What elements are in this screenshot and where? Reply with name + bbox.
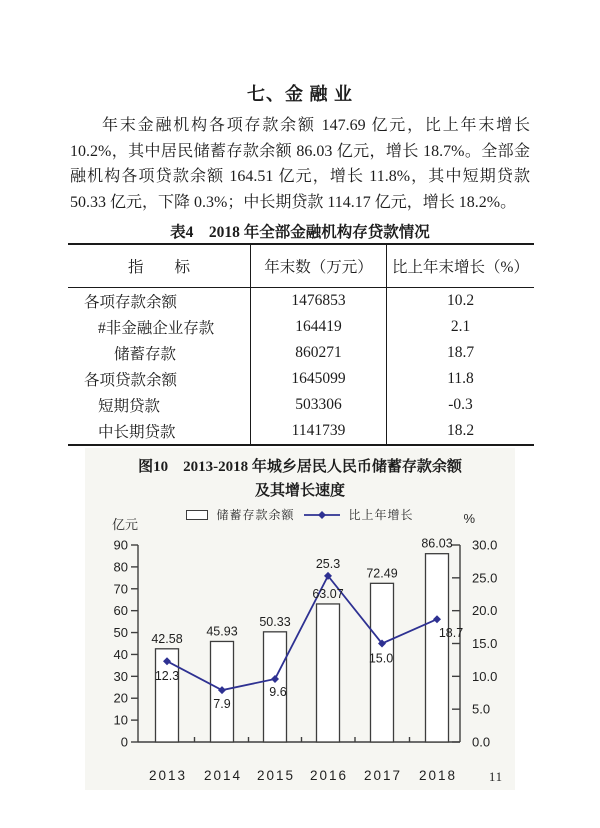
section-heading: 七、金 融 业	[247, 84, 353, 104]
svg-text:7.9: 7.9	[213, 697, 231, 712]
value-cell: 164419	[251, 314, 387, 340]
svg-text:63.07: 63.07	[312, 586, 344, 601]
bar-legend-label: 储蓄存款余额	[216, 508, 295, 522]
svg-text:15.0: 15.0	[368, 651, 394, 666]
svg-text:30.0: 30.0	[472, 537, 498, 553]
svg-text:72.49: 72.49	[366, 566, 398, 581]
svg-text:0: 0	[120, 734, 128, 750]
table-header-row	[68, 244, 534, 288]
left-axis-unit-label: 亿元	[112, 517, 139, 532]
page-number: 11	[489, 770, 504, 784]
indicator-cell: 中长期贷款	[68, 418, 251, 445]
svg-text:18.7: 18.7	[438, 626, 464, 641]
indicator-cell: 各项贷款余额	[68, 366, 251, 392]
section-paragraph: 年末金融机构各项存款余额 147.69 亿元，比上年末增长 10.2%，其中居民储蓄存款余额 86.03 亿元，增长 18.7%。全部金融机构各项贷款余额 164.51 亿元，增长 11.8%，其中短期贷款 50.33 亿元，下降 0.3%；中长期贷款 114.17 亿元，增长 18.2%。	[70, 117, 530, 211]
svg-text:2018: 2018	[418, 768, 458, 783]
svg-text:10: 10	[113, 712, 128, 728]
indicator-cell: #非金融企业存款	[68, 314, 251, 340]
svg-text:70: 70	[113, 581, 128, 597]
svg-text:15.0: 15.0	[472, 636, 498, 651]
value-cell: 1645099	[251, 366, 387, 392]
growth-cell: 10.2	[446, 292, 475, 309]
svg-text:9.6: 9.6	[269, 684, 287, 699]
value-cell: 1141739	[251, 418, 387, 445]
svg-text:12.3: 12.3	[154, 669, 180, 684]
header-year-end-value: 年末数（万元）	[251, 244, 387, 288]
svg-text:30: 30	[113, 668, 128, 684]
line-legend-label: 比上年增长	[348, 508, 414, 522]
svg-text:60: 60	[113, 603, 128, 619]
table-title: 表4 2018 年全部金融机构存贷款情况	[170, 224, 430, 241]
growth-cell: -0.3	[448, 396, 473, 413]
growth-cell: 18.7	[446, 344, 475, 361]
svg-text:90: 90	[113, 537, 128, 553]
chart-legend	[85, 506, 515, 523]
table-row	[68, 418, 534, 445]
svg-text:2015: 2015	[256, 768, 296, 783]
indicator-cell: 储蓄存款	[68, 340, 251, 366]
table-row	[68, 288, 534, 315]
svg-text:45.93: 45.93	[206, 624, 238, 639]
value-cell: 503306	[251, 392, 387, 418]
indicator-cell: 短期贷款	[68, 392, 251, 418]
svg-text:10.0: 10.0	[472, 668, 498, 684]
table-row	[68, 392, 534, 418]
svg-text:20: 20	[113, 690, 128, 706]
svg-text:25.0: 25.0	[472, 570, 498, 586]
svg-text:50: 50	[113, 625, 128, 641]
svg-text:80: 80	[113, 559, 128, 575]
svg-text:2017: 2017	[363, 768, 403, 783]
table-row	[68, 314, 534, 340]
svg-text:42.58: 42.58	[151, 631, 183, 646]
combo-chart	[85, 526, 515, 790]
svg-text:25.3: 25.3	[315, 556, 341, 571]
right-axis-unit-label: %	[463, 511, 475, 526]
table-row	[68, 366, 534, 392]
figure-title-line2: 及其增长速度	[254, 483, 345, 499]
svg-text:50.33: 50.33	[259, 614, 291, 629]
bar-legend-swatch-icon	[186, 510, 208, 520]
svg-text:86.03: 86.03	[421, 536, 453, 551]
figure-10	[85, 448, 515, 790]
svg-text:20.0: 20.0	[472, 603, 498, 619]
svg-text:2014: 2014	[203, 768, 243, 783]
svg-text:40: 40	[113, 646, 128, 662]
value-cell: 860271	[251, 340, 387, 366]
stat-table	[68, 243, 534, 446]
svg-text:0.0: 0.0	[472, 734, 491, 750]
svg-text:2016: 2016	[309, 768, 349, 783]
header-indicator: 指 标	[68, 244, 251, 288]
growth-cell: 11.8	[447, 370, 474, 387]
svg-text:5.0: 5.0	[472, 701, 491, 717]
line-legend-swatch-icon	[303, 510, 341, 520]
legend-row	[85, 506, 515, 532]
table-row	[68, 340, 534, 366]
growth-cell: 2.1	[450, 318, 471, 335]
growth-cell: 18.2	[446, 422, 475, 439]
header-growth: 比上年末增长（%）	[387, 244, 535, 288]
value-cell: 1476853	[251, 288, 387, 315]
figure-title-line1: 图10 2013-2018 年城乡居民人民币储蓄存款余额	[138, 459, 462, 475]
svg-text:2013: 2013	[148, 768, 188, 783]
indicator-cell: 各项存款余额	[68, 288, 251, 315]
